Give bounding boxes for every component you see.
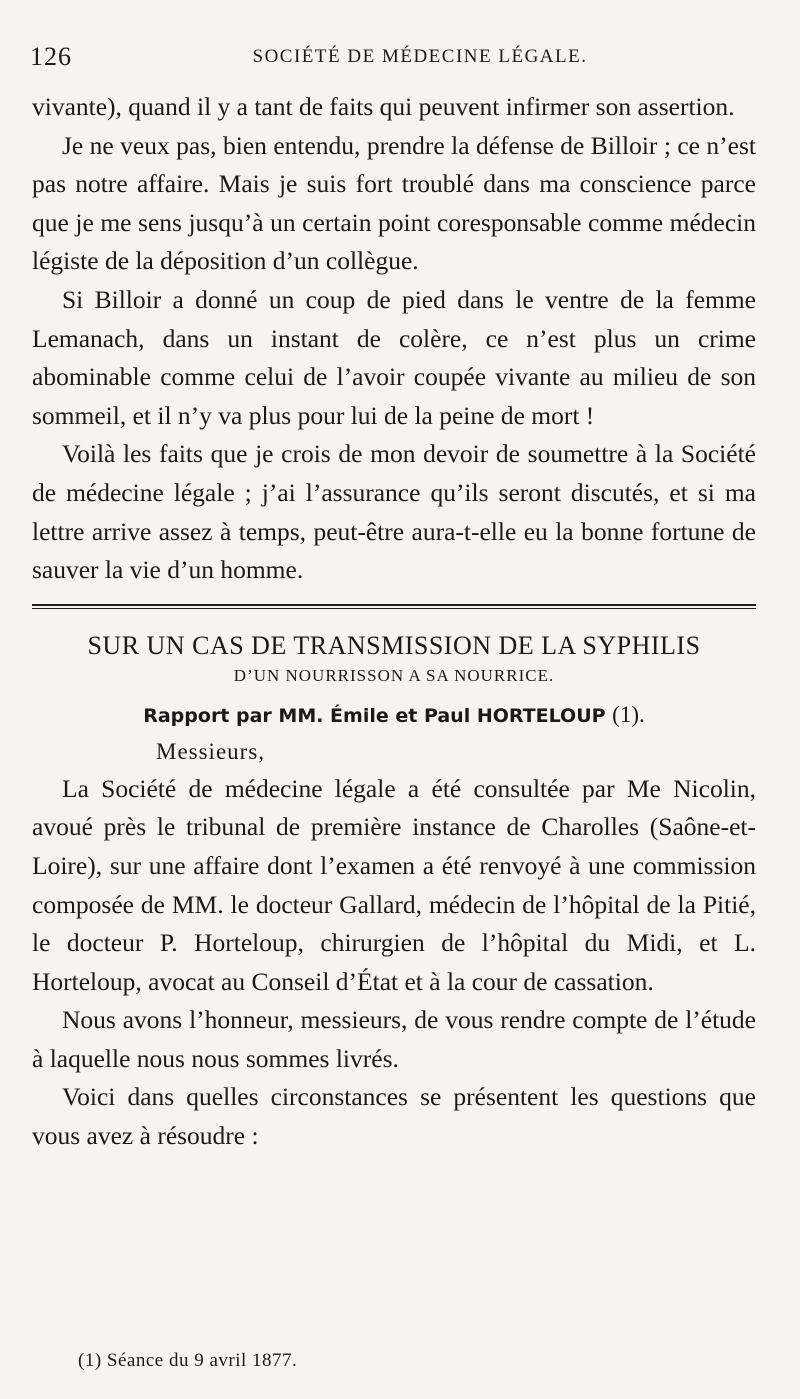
paragraph-continued: vivante), quand il y a tant de faits qui peuvent infirmer son assertion. <box>32 92 735 121</box>
salutation: Messieurs, <box>156 738 266 764</box>
section-divider <box>32 604 756 609</box>
paragraph: Si Billoir a donné un coup de pied dans le ventre de la femme Lemanach, dans un instant de colère, ce n’est plus un crime abominable comme celui de l’avoir coupée vivante au milieu de son sommeil, et il n’y va plus pour lui de la peine de mort ! <box>32 284 756 430</box>
paragraph: Voilà les faits que je crois de mon devoir de soumettre à la Société de médecine légale ; j’ai l’assurance qu’ils seront discutés, et si ma lettre arrive assez à temps, peut-être aura-t-elle eu la bonne fortune de sauver la vie d’un homme. <box>32 439 756 585</box>
paragraph: Je ne veux pas, bien entendu, prendre la défense de Billoir ; ce n’est pas notre affaire. Mais je suis fort troublé dans ma conscience parce que je me sens jusqu’à un certain point coresponsable comme médecin légiste de la déposition d’un collègue. <box>32 130 756 276</box>
article-title: SUR UN CAS DE TRANSMISSION DE LA SYPHILIS <box>87 630 701 660</box>
page-number: 126 <box>30 42 72 71</box>
footnote-reference: (1). <box>612 701 645 727</box>
paragraph: Nous avons l’honneur, messieurs, de vous rendre compte de l’étude à laquelle nous nous sommes livrés. <box>32 1005 756 1073</box>
report-attribution <box>32 697 756 734</box>
footnote: (1) Séance du 9 avril 1877. <box>78 1350 298 1371</box>
page-body <box>32 88 756 1156</box>
paragraph: Voici dans quelles circonstances se présentent les questions que vous avez à résoudre : <box>32 1082 756 1151</box>
article-subtitle: D’UN NOURRISSON A SA NOURRICE. <box>233 665 555 685</box>
paragraph: La Société de médecine légale a été consultée par Me Nicolin, avoué près le tribunal de première instance de Charolles (Saône-et-Loire), sur une affaire dont l’examen a été renvoyé à une commission composée de MM. le docteur Gallard, médecin de l’hôpital de la Pitié, le docteur P. Horteloup, chirurgien de l’hôpital du Midi, et L. Horteloup, avocat au Conseil d’État et à la cour de cassation. <box>32 773 756 996</box>
running-head <box>30 42 770 78</box>
running-title: SOCIÉTÉ DE MÉDECINE LÉGALE. <box>252 46 588 67</box>
report-authors: Rapport par MM. Émile et Paul HORTELOUP <box>143 704 606 727</box>
